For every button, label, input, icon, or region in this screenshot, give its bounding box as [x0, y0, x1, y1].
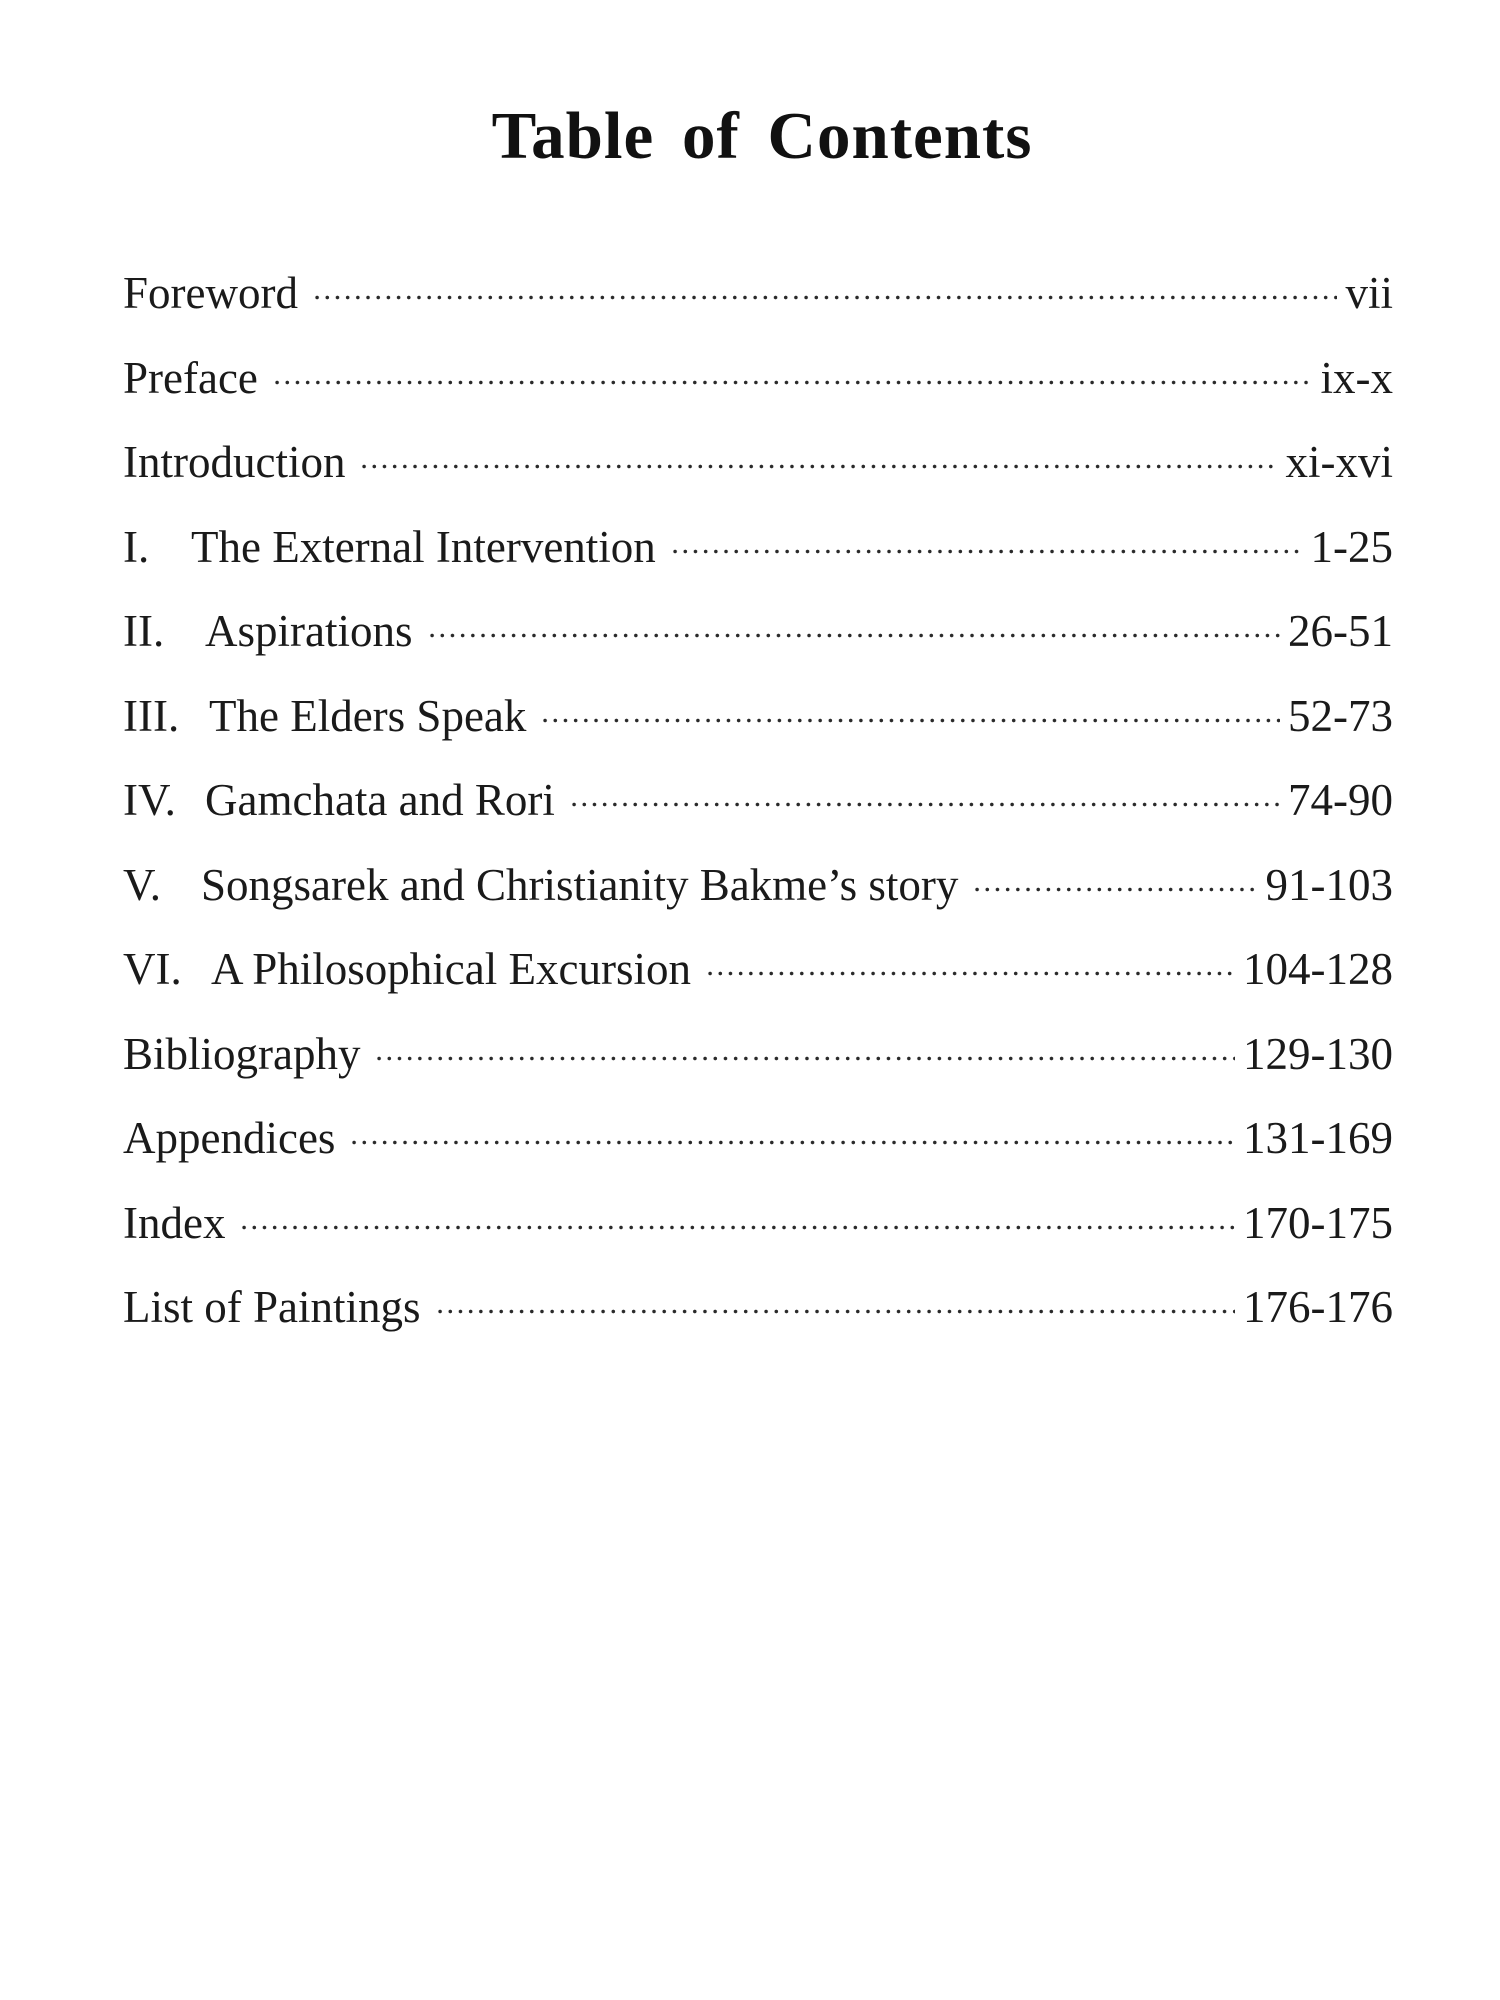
toc-entry-title: Aspirations	[205, 606, 413, 656]
dot-leader	[569, 765, 1280, 815]
toc-entry-number: V.	[123, 859, 161, 910]
toc-entry-pages: ix-x	[1320, 352, 1393, 403]
toc-entry-title: A Philosophical Excursion	[211, 944, 691, 994]
toc-entry-number: I.	[123, 521, 150, 572]
toc-entry-title: Songsarek and Christianity Bakme’s story	[201, 859, 959, 910]
toc-entry	[123, 596, 1393, 681]
dot-leader	[272, 343, 1313, 393]
toc-entry	[123, 765, 1393, 850]
toc-entry	[123, 343, 1393, 428]
toc-entry-pages: xi-xvi	[1285, 437, 1393, 487]
dot-leader	[359, 427, 1277, 477]
toc-entry-number: IV.	[123, 775, 176, 825]
dot-leader	[427, 596, 1281, 646]
toc-entry-title: Preface	[123, 352, 258, 403]
dot-leader	[540, 681, 1280, 731]
dot-leader	[705, 934, 1235, 984]
toc-entry-pages: 74-90	[1288, 775, 1393, 825]
toc-entry	[123, 1103, 1393, 1188]
toc-entry-title: Foreword	[123, 268, 298, 318]
toc-entry	[123, 1272, 1393, 1357]
toc-entry-number: III.	[123, 690, 180, 741]
toc-entry-pages: 131-169	[1243, 1113, 1393, 1163]
toc-entry-pages: 170-175	[1243, 1197, 1393, 1248]
toc-entry	[123, 850, 1393, 935]
toc-entry	[123, 1019, 1393, 1104]
table-of-contents	[123, 258, 1393, 1357]
toc-entry	[123, 258, 1393, 343]
toc-entry	[123, 427, 1393, 512]
dot-leader	[312, 258, 1338, 308]
page-title: Table of Contents	[491, 99, 1033, 173]
toc-entry-pages: 26-51	[1288, 606, 1393, 656]
toc-entry-pages: 91-103	[1265, 859, 1393, 910]
dot-leader	[239, 1188, 1235, 1238]
toc-entry	[123, 1188, 1393, 1273]
toc-entry-title: The External Intervention	[191, 521, 656, 572]
toc-entry	[123, 512, 1393, 597]
toc-entry-title: Introduction	[123, 437, 346, 487]
toc-entry-title: The Elders Speak	[209, 690, 527, 741]
toc-entry-number: II.	[123, 606, 165, 656]
toc-entry	[123, 681, 1393, 766]
toc-entry-pages: vii	[1345, 268, 1393, 318]
toc-entry-pages: 1-25	[1310, 521, 1393, 572]
toc-entry-title: Gamchata and Rori	[205, 775, 555, 825]
dot-leader	[972, 850, 1257, 900]
toc-entry-pages: 52-73	[1288, 690, 1393, 741]
toc-entry-title: Appendices	[123, 1113, 336, 1163]
dot-leader	[435, 1272, 1235, 1322]
toc-entry-number: VI.	[123, 944, 182, 994]
toc-entry-title: Bibliography	[123, 1028, 361, 1079]
toc-entry-pages: 104-128	[1243, 944, 1393, 994]
dot-leader	[374, 1019, 1235, 1069]
toc-entry-pages: 176-176	[1243, 1282, 1393, 1332]
toc-entry	[123, 934, 1393, 1019]
toc-entry-pages: 129-130	[1243, 1028, 1393, 1079]
dot-leader	[670, 512, 1303, 562]
dot-leader	[349, 1103, 1235, 1153]
toc-entry-title: Index	[123, 1197, 226, 1248]
toc-entry-title: List of Paintings	[123, 1282, 421, 1332]
